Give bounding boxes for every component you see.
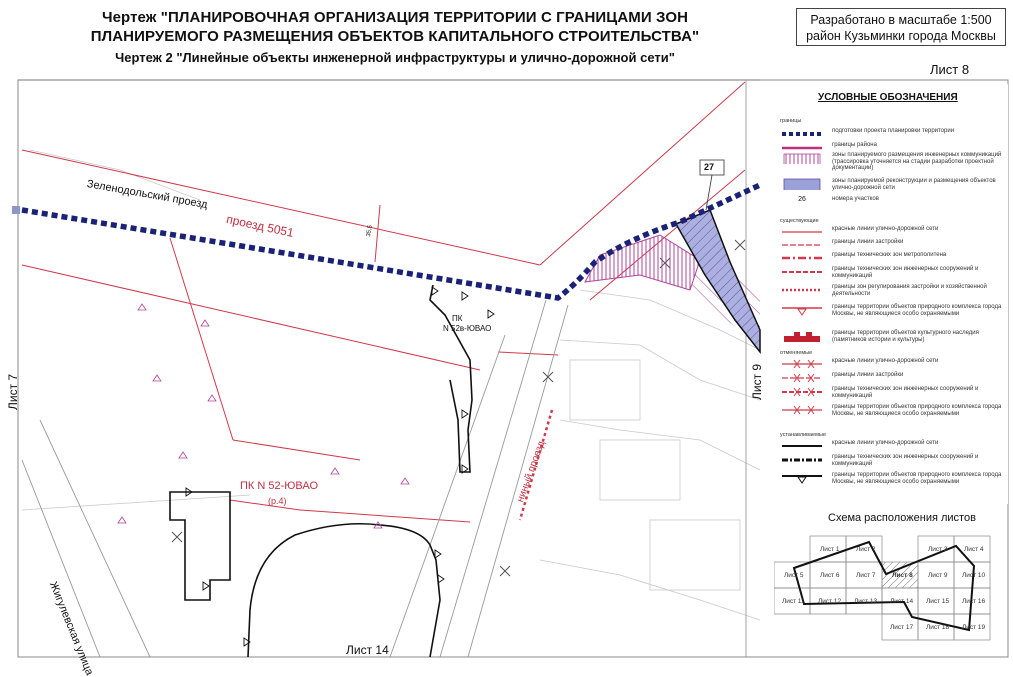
legend-item: границы территории объектов природного комплекса города Москвы, не являющиеся особо охраняемыми: [780, 304, 1006, 324]
sheet-label-left: Лист 7: [6, 373, 20, 410]
legend-item: границы территории объектов культурного наследия (памятников истории и культуры): [780, 330, 1006, 346]
legend-item: границы территории объектов природного комплекса города Москвы, не являющиеся особо охраняемыми: [780, 472, 1006, 492]
sheet-label-bottom: Лист 14: [346, 643, 389, 657]
legend-group-cancelled: отменяемые: [780, 350, 813, 356]
scheme-sheet-6[interactable]: Лист 6: [820, 572, 840, 579]
nature-boundary: [170, 285, 472, 657]
legend-group-established: устанавливаемые: [780, 432, 826, 438]
scheme-sheet-1[interactable]: Лист 1: [820, 546, 840, 553]
legend-item: зоны планируемой реконструкции и размещения объектов улично-дорожной сети: [780, 178, 1006, 194]
legend-item: зоны планируемого размещения инженерных коммуникаций (трассировка уточняется на стадии разработки проектной документации): [780, 152, 1006, 174]
scheme-sheet-19[interactable]: Лист 19: [962, 624, 986, 631]
dimension-label: 35,5: [365, 224, 374, 238]
legend-item: границы технических зон инженерных сооружений и коммуникаций: [780, 386, 1006, 402]
scheme-title: Схема расположения листов: [828, 512, 976, 524]
nature-markers: [186, 287, 494, 646]
scheme-sheet-3[interactable]: Лист 3: [928, 546, 948, 553]
road-label: ниный проезд: [515, 439, 548, 504]
scheme-sheet-11[interactable]: Лист 11: [782, 598, 805, 605]
legend-group-existing: существующие: [780, 218, 819, 224]
road-edges: [22, 80, 746, 657]
legend-item: 26 номера участков: [780, 196, 1006, 208]
legend-item: границы линии застройки: [832, 239, 904, 245]
legend-item: границы линии застройки: [780, 372, 1006, 384]
scheme-labels: [774, 532, 994, 642]
scheme-sheet-13[interactable]: Лист 13: [854, 598, 878, 605]
scheme-sheet-17[interactable]: Лист 17: [890, 624, 914, 631]
legend-item: красные линии улично-дорожной сети: [780, 358, 1006, 370]
pk-52-label: ПК N 52-ЮВАО: [240, 480, 319, 492]
title-line-2: ПЛАНИРУЕМОГО РАЗМЕЩЕНИЯ ОБЪЕКТОВ КАПИТАЛЬНОГО СТРОИТЕЛЬСТВА": [90, 28, 700, 45]
subtitle: Чертеж 2 "Линейные объекты инженерной инфраструктуры и улично-дорожной сети": [115, 50, 675, 65]
scheme-sheet-12[interactable]: Лист 12: [818, 598, 842, 605]
legend-item: красные линии улично-дорожной сети: [832, 226, 939, 232]
legend-item: границы технических зон инженерных сооружений и коммуникаций: [832, 454, 979, 467]
legend-item: красные линии улично-дорожной сети: [832, 440, 939, 446]
street-label-zhigulevskaya: Жигулевская улица: [46, 580, 96, 677]
parcel-number: 27: [704, 162, 715, 172]
sheet-label-right: Лист 9: [750, 363, 764, 400]
engineering-zone-hatch: [585, 235, 700, 290]
scheme-sheet-9[interactable]: Лист 9: [928, 572, 948, 579]
legend-item: границы района: [832, 142, 877, 148]
scheme-sheet-8[interactable]: Лист 8: [892, 572, 913, 579]
background-lines: [22, 150, 760, 620]
cross-markers: [172, 240, 745, 576]
title-line-1: Чертеж "ПЛАНИРОВОЧНАЯ ОРГАНИЗАЦИЯ ТЕРРИТОРИИ С ГРАНИЦАМИ ЗОН: [101, 9, 689, 26]
passage-label: проезд 5051: [225, 212, 296, 240]
scheme-sheet-5[interactable]: Лист 5: [784, 572, 804, 579]
legend-title: УСЛОВНЫЕ ОБОЗНАЧЕНИЯ: [818, 92, 958, 103]
legend-item: границы технических зон метрополитена: [832, 252, 947, 258]
boundary-markers: [118, 304, 409, 528]
scheme-sheet-14[interactable]: Лист 14: [890, 598, 914, 605]
pk-52v-label-1: ПК: [452, 314, 463, 323]
scheme-sheet-10[interactable]: Лист 10: [962, 572, 986, 579]
street-label-zelenodolsky: Зеленодольский проезд: [85, 178, 209, 212]
district-text: район Кузьминки города Москвы: [806, 29, 996, 43]
legend: [766, 84, 1008, 504]
legend-item: границы территории объектов природного комплекса города Москвы, не являющиеся особо охраняемыми: [780, 404, 1006, 424]
pk-52v-label-2: N 52в-ЮВАО: [443, 324, 492, 333]
legend-item: границы технических зон инженерных сооружений и коммуникаций: [832, 266, 979, 279]
legend-item: подготовки проекта планировки территории: [832, 128, 955, 134]
scheme-sheet-2[interactable]: Лист 2: [856, 546, 876, 553]
scale-text: Разработано в масштабе 1:500: [810, 13, 992, 27]
scheme-sheet-16[interactable]: Лист 16: [962, 598, 986, 605]
sheet-number: Лист 8: [930, 62, 970, 77]
pk-52-sublabel: (р.4): [268, 496, 287, 506]
legend-group-borders: границы: [780, 118, 802, 124]
red-lines: [22, 82, 745, 522]
scheme-sheet-18[interactable]: Лист 18: [926, 624, 950, 631]
scheme-sheet-7[interactable]: Лист 7: [856, 572, 876, 579]
legend-item: границы зон регулирования застройки и хозяйственной деятельности: [832, 284, 987, 297]
legend-parcel-sample: 26: [798, 196, 806, 203]
scheme-sheet-4[interactable]: Лист 4: [964, 546, 984, 553]
scheme-sheet-15[interactable]: Лист 15: [926, 598, 950, 605]
